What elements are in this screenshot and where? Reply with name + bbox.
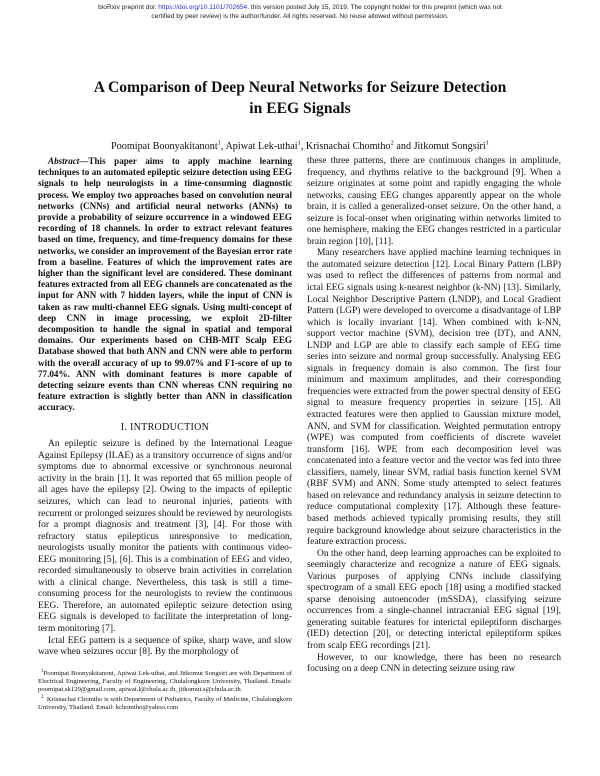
body-paragraph: Many researchers have applied machine learning techniques in the automated seizure detection [12]. Local Binary Pattern (LBP) was used to reflect the differences of patterns from normal and ictal EEG signals using k-nearest neighbor (k-NN) [13]. Similarly, Local Neighbor Descriptive Pattern (LNDP), and Local Gradient Pattern (LGP) were developed to overcome a disadvantage of LBP which is locally invariant [14]. When combined with k-NN, support vector machine (SVM), decision tree (DT), and ANN, LNDP and LGP are able to classify each sample of EEG time series into seizure and normal group successfully. Analysing EEG signals in frequency domain is also common. The first four minimum and maximum amplitudes, and their corresponding frequencies were extracted from the power spectral density of EEG signal to measure frequency properties in seizure [15]. All extracted features were then applied to Gaussian mixture model, ANN, and SVM for classification. Weighted permutation entropy (WPE) was computed from coefficients of discrete wavelet transform [16]. WPE from each decomposition level was concatenated into a feature vector and the vector was fed into three classifiers, namely, linear SVM, radial basis function kernel SVM (RBF SVM) and ANN. Some study attempted to select features based on relevance and redundancy analysis in seizure detection to reduce computational complexity [17]. Although these feature-based methods achieved typically promising results, they still require background knowledge about seizure characteristics in the feature extraction process. xyxy=(307,248,561,548)
body-paragraph: On the other hand, deep learning approaches can be exploited to seemingly characterize and recognize a nature of EEG signals. Various purposes of applying CNNs include classifying spectrogram of a small EEG epoch [18] using a modified stacked sparse denoising autoencoder (mSSDA), classifying seizure occurrences from a single-channel intracranial EEG signal [19], generating suitable features for interictal epileptiform discharges (IED) detection [20], or detecting interictal epileptiform spikes from scalp EEG recordings [21]. xyxy=(307,548,561,651)
body-paragraph: Ictal EEG pattern is a sequence of spike, sharp wave, and slow wave when seizures occur [8]. By the morphology of xyxy=(38,635,292,658)
author-name: Krisnachai Chomtho xyxy=(305,141,391,153)
footnote-text: Poomipat Boonyakitanont, Apiwat Lek-uthai, and Jitkomut Songsiri are with Department of Electrical Engineering, Faculty of Engineering, Chulalongkorn University, Thailand. Emails: poomipat.sk129@gmail.com, apiwat.l@chula.ac.th, jitkomut.s@chula.ac.th xyxy=(38,669,292,694)
abstract xyxy=(38,156,292,414)
footnote-mark: 1 xyxy=(41,668,44,674)
title-line1: A Comparison of Deep Neural Networks for Seizure Detection xyxy=(93,79,507,96)
abstract-text: —This paper aims to apply machine learning techniques to an automated epileptic seizure detection using EEG signals to help neurologists in a time-consuming diagnostic process. We employ two approaches based on convolution neural networks (CNNs) and artificial neural networks (ANNs) to provide a probability of seizure occurrence in a windowed EEG recording of 18 channels. In order to extract relevant features based on time, frequency, and time-frequency domains for these networks, we consider an improvement of the Bayesian error rate from a baseline. Features of which the improvement rates are higher than the significant level are considered. These dominant features extracted from all EEG channels are concatenated as the input for ANN with 7 hidden layers, while the input of CNN is taken as raw multi-channel EEG signals. Using multi-concept of deep CNN in image processing, we exploit 2D-filter decomposition to handle the signal in spatial and temporal domains. Our experiments based on CHB-MIT Scalp EEG Database showed that both ANN and CNN were able to perform with the overall accuracy of up to 99.07% and F1-score of up to 77.04%. ANN with dominant features is more capable of detecting seizure events than CNN whereas CNN requiring no feature extraction is slightly better than ANN in classification accuracy. xyxy=(38,156,292,413)
header-line2: certified by peer review) is the author/funder. All rights reserved. No reuse allowed without permission. xyxy=(151,12,449,20)
section-heading-introduction: I. INTRODUCTION xyxy=(120,421,210,433)
author xyxy=(306,141,414,152)
author xyxy=(414,141,489,152)
author-affiliation-mark: 1 xyxy=(485,140,490,147)
abstract-label: Abstract xyxy=(48,156,80,166)
body-paragraph: However, to our knowledge, there has been no research focusing on a deep CNN in detecting seizure using raw xyxy=(307,652,561,675)
footnote-text: Krisnachai Chomtho is with Department of Pediatrics, Faculty of Medicine, Chulalongkorn University, Thailand. Email: kchomtho@yahoo.com xyxy=(38,696,292,712)
author-affiliation-mark: 2 xyxy=(390,140,394,147)
paper-title xyxy=(0,77,600,119)
left-column xyxy=(38,156,292,713)
body-paragraph: An epileptic seizure is defined by the International League Against Epilepsy (ILAE) as a transitory occurrence of signs and/or symptoms due to abnormal excessive or synchronous neuronal activity in the brain [1]. It was reported that 65 million people of all ages have the epilepsy [2]. Owing to the impacts of epileptic seizures, which can lead to neuronal injuries, patients with recurrent or prolonged seizures should be reviewed by neurologists for a prompt diagnosis and treatment [3], [4]. For those with refractory status epilepticus unresponsive to medication, neurologists usually monitor the patients with continuous video-EEG monitoring [5], [6]. This is a combination of EEG and video, recorded simultaneously to observe brain activities in correlation with a clinical change. Nevertheless, this task is still a time-consuming process for the neurologists to review the continuous EEG. Therefore, an automated epileptic seizure detection using EEG signals is developed to facilitate the interpretation of long-term monitoring [7]. xyxy=(38,439,292,634)
right-column xyxy=(307,156,561,676)
header-prefix: bioRxiv preprint doi: xyxy=(98,4,159,11)
header-line1-rest: . this version posted July 15, 2019. The copyright holder for this preprint (which was not xyxy=(247,4,502,11)
preprint-header xyxy=(0,4,600,21)
footnote xyxy=(38,694,292,712)
author-name: Poomipat Boonyakitanont xyxy=(110,141,218,153)
body-paragraph: these three patterns, there are continuous changes in amplitude, frequency, and rhythms relative to the background [9]. When a seizure originates at some point and rapidly engaging the whole networks, causing EEG changes apparently appear on the whole brain, it is called a generalized-onset seizure. On the other hand, a seizure is focal-onset when originating within networks limited to one hemisphere, making the EEG changes restricted in a particular brain region [10], [11]. xyxy=(307,156,561,247)
author-separator: , xyxy=(300,141,306,153)
author xyxy=(111,141,225,152)
author-name: Apiwat Lek-uthai xyxy=(225,141,298,153)
author-separator: , xyxy=(220,141,226,153)
title-line2: in EEG Signals xyxy=(249,100,351,117)
author-affiliation-mark: 1 xyxy=(217,140,221,147)
author-name: Jitkomut Songsiri xyxy=(413,141,486,153)
doi-link[interactable]: https://doi.org/10.1101/702654 xyxy=(158,4,248,11)
author-affiliation-mark: 1 xyxy=(297,140,301,147)
footnotes xyxy=(38,668,292,713)
footnote xyxy=(38,668,292,695)
footnote-mark: 2 xyxy=(41,695,44,701)
author xyxy=(225,141,305,152)
author-separator: and xyxy=(393,141,414,153)
author-list xyxy=(20,140,580,152)
